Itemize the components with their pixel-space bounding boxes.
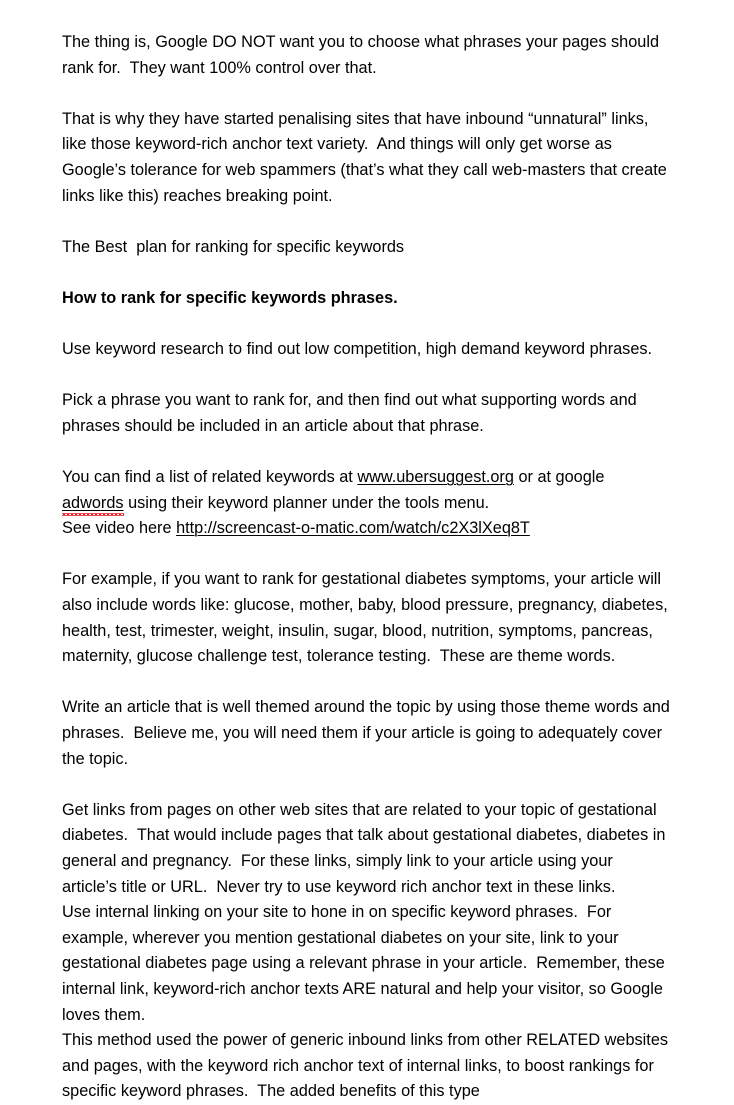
misspelled-word-adwords[interactable]: adwords	[62, 493, 124, 512]
paragraph-this-method: This method used the power of generic inbound links from other RELATED websites and pages, with the keyword rich anchor text of internal links, to boost rankings for specific keyword phrases. The added benefits of this type	[62, 1031, 673, 1101]
paragraph-get-links: Get links from pages on other web sites that are related to your topic of gestational diabetes. That would include pages that talk about gestational diabetes, diabetes in general and pregnancy. For these links, simply link to your article using your article’s title or URL. Never try to use keyword rich anchor text in these links.	[62, 800, 670, 896]
paragraph-related-keywords-links	[62, 465, 670, 542]
paragraph-unnatural-links: That is why they have started penalising sites that have inbound “unnatural” links, like those keyword-rich anchor text variety. And things will only get worse as Google’s tolerance for web spammers (that’s what they call web-masters that create links like this) reaches breaking point.	[62, 109, 672, 205]
heading-how-to-rank: How to rank for specific keywords phrases.	[62, 288, 398, 307]
related-keywords-text-mid: or at google	[513, 468, 609, 487]
paragraph-write-an-article: Write an article that is well themed around the topic by using those theme words and phrases. Believe me, you will need them if your article is going to adequately cover the topic.	[62, 698, 675, 768]
related-keywords-text-tail: using their keyword planner under the tools menu.	[123, 493, 490, 512]
see-video-text-lead: See video here	[62, 519, 177, 538]
paragraph-keyword-research: Use keyword research to find out low competition, high demand keyword phrases.	[62, 340, 653, 359]
paragraph-best-plan: The Best plan for ranking for specific keywords	[62, 237, 405, 256]
paragraph-internal-linking: Use internal linking on your site to hone in on specific keyword phrases. For example, wherever you mention gestational diabetes on your site, link to your gestational diabetes page using a relevant phrase in your article. Remember, these internal link, keyword-rich anchor texts ARE natural and help your visitor, so Google loves them.	[62, 903, 670, 1024]
paragraph-gestational-diabetes-example: For example, if you want to rank for gestational diabetes symptoms, your article will also include words like: glucose, mother, baby, blood pressure, pregnancy, diabetes, health, test, trimester, weight, insulin, sugar, blood, nutrition, symptoms, pancreas, maternity, glucose challenge test, tolerance testing. These are theme words.	[62, 570, 673, 666]
paragraph-pick-a-phrase: Pick a phrase you want to rank for, and then find out what supporting words and phrases should be included in an article about that phrase.	[62, 391, 642, 435]
link-screencast-o-matic[interactable]: http://screencast-o-matic.com/watch/c2X3lXeq8T	[176, 519, 530, 538]
related-keywords-text-lead: You can find a list of related keywords at	[62, 468, 358, 487]
document-body	[62, 30, 675, 1105]
link-ubersuggest[interactable]: www.ubersuggest.org	[357, 468, 514, 487]
paragraph-google-control: The thing is, Google DO NOT want you to choose what phrases your pages should rank for. They want 100% control over that.	[62, 33, 664, 77]
